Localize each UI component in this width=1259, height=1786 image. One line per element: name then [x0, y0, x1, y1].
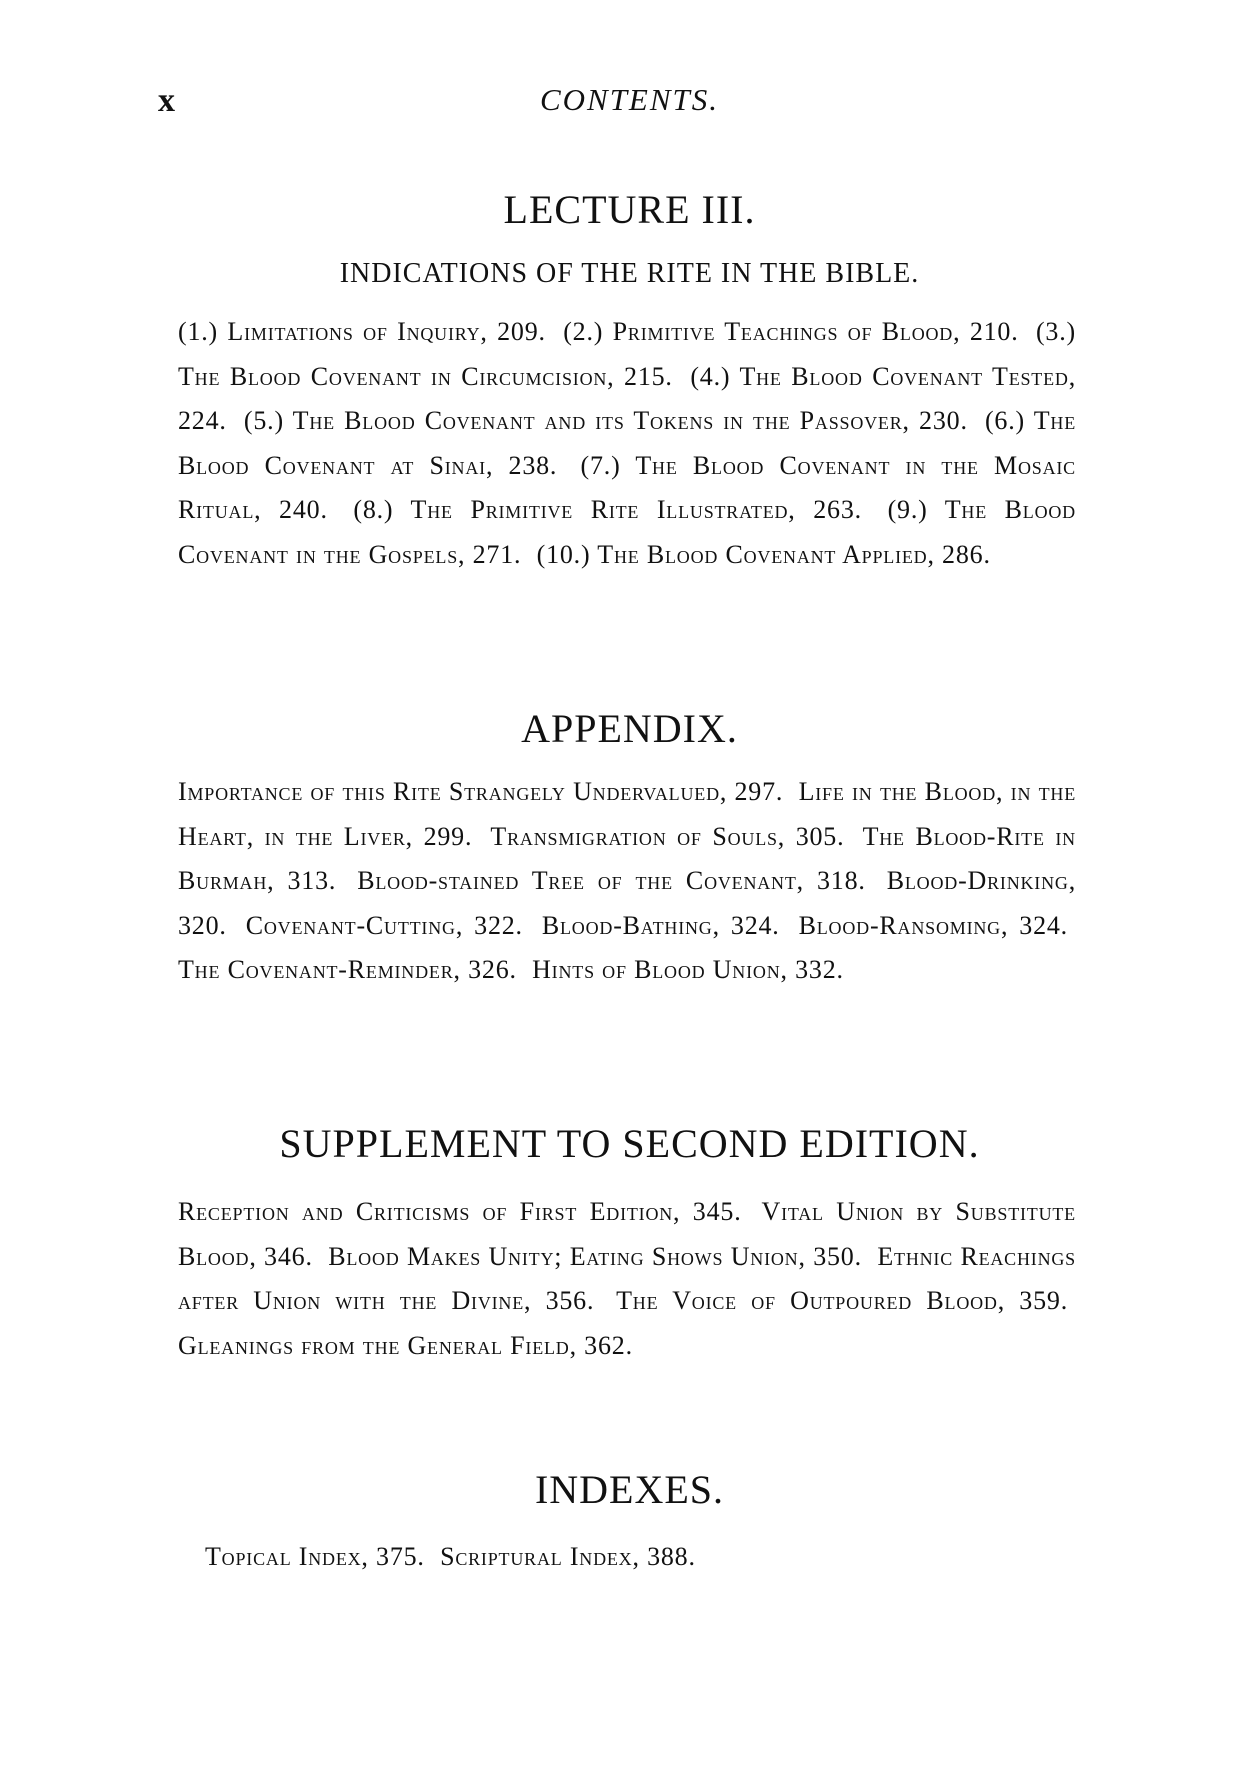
- list-item: Topical Index, 375.: [205, 1542, 425, 1571]
- list-item: (4.) The Blood Covenant Tested, 224.: [178, 361, 1076, 435]
- indexes-title: INDEXES.: [534, 1467, 725, 1512]
- list-item: Blood-Bathing, 324.: [541, 910, 780, 940]
- list-item: Ethnic Reachings after Union with the Divine, 356.: [178, 1241, 1076, 1315]
- list-item: Blood Makes Unity; Eating Shows Union, 350.: [328, 1241, 862, 1271]
- lecture-title: LECTURE III.: [503, 187, 756, 232]
- list-item: Vital Union by Substitute Blood, 346.: [178, 1197, 1076, 1271]
- list-item: (10.) The Blood Covenant Applied, 286.: [536, 539, 991, 569]
- list-item: (5.) The Blood Covenant and its Tokens in the Passover, 230.: [243, 406, 968, 435]
- list-item: Importance of this Rite Strangely Undervalued, 297.: [178, 777, 784, 806]
- page-number: x: [158, 82, 175, 119]
- list-item: Gleanings from the General Field, 362.: [178, 1330, 633, 1360]
- indexes-contents: [205, 1535, 1103, 1580]
- list-item: Covenant-Cutting, 322.: [245, 910, 523, 940]
- appendix-contents: [178, 770, 1076, 993]
- list-item: The Covenant-Reminder, 326.: [178, 955, 517, 984]
- list-item: Transmigration of Souls, 305.: [490, 821, 845, 851]
- list-item: (8.) The Primitive Rite Illustrated, 263.: [353, 495, 862, 524]
- list-item: (6.) The Blood Covenant at Sinai, 238.: [178, 406, 1076, 480]
- appendix-title: APPENDIX.: [521, 706, 738, 751]
- supplement-title: SUPPLEMENT TO SECOND EDITION.: [279, 1121, 980, 1166]
- list-item: Reception and Criticisms of First Edition, 345.: [178, 1197, 742, 1226]
- list-item: (3.) The Blood Covenant in Circumcision, 215.: [178, 317, 1076, 391]
- running-head: CONTENTS.: [539, 82, 720, 117]
- lecture-subtitle: INDICATIONS OF THE RITE IN THE BIBLE.: [339, 258, 920, 289]
- list-item: Blood-stained Tree of the Covenant, 318.: [357, 866, 866, 895]
- list-item: (2.) Primitive Teachings of Blood, 210.: [563, 317, 1019, 346]
- list-item: (9.) The Blood Covenant in the Gospels, 271.: [178, 495, 1076, 569]
- list-item: Scriptural Index, 388.: [440, 1542, 696, 1571]
- list-item: Blood-Ransoming, 324.: [798, 910, 1068, 940]
- list-item: Life in the Blood, in the Heart, in the Liver, 299.: [178, 777, 1076, 851]
- list-item: The Blood-Rite in Burmah, 313.: [178, 821, 1076, 895]
- list-item: Blood-Drinking, 320.: [178, 866, 1076, 940]
- list-item: The Voice of Outpoured Blood, 359.: [616, 1286, 1068, 1315]
- list-item: Hints of Blood Union, 332.: [532, 955, 844, 984]
- supplement-contents: [178, 1190, 1076, 1368]
- list-item: (1.) Limitations of Inquiry, 209.: [178, 317, 546, 346]
- list-item: (7.) The Blood Covenant in the Mosaic Ritual, 240.: [178, 450, 1076, 524]
- lecture-contents: [178, 310, 1076, 577]
